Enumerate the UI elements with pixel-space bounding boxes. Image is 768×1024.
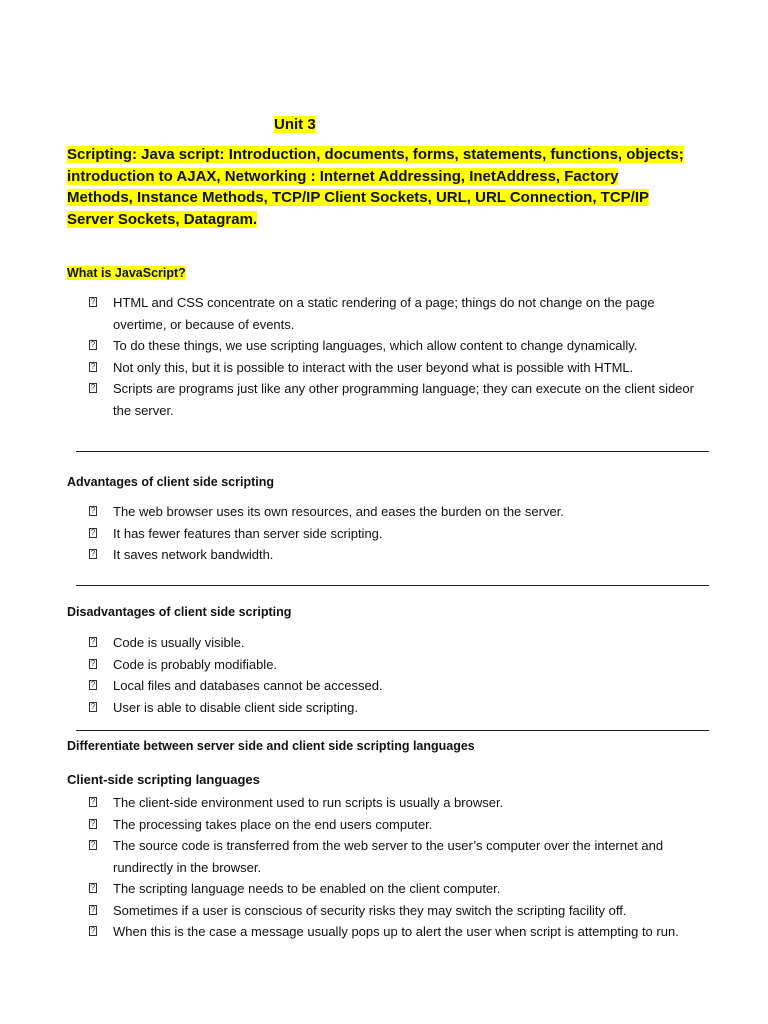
list-item [89,697,699,719]
section-heading-text: Differentiate between server side and client side scripting languages [67,739,475,753]
section-heading-text: Disadvantages of client side scripting [67,605,292,619]
list-item [89,335,699,357]
missing-glyph-bullet-icon: ? [90,818,96,828]
list-item [89,675,699,697]
list-item-text: It has fewer features than server side scripting. [113,525,383,541]
section-heading-text: Client-side scripting languages [67,772,260,787]
list-item [89,654,699,676]
syllabus-line: introduction to AJAX, Networking : Internet Addressing, InetAddress, Factory [67,167,619,185]
list-item [89,292,699,335]
unit-title [274,115,316,135]
list-item-text: User is able to disable client side scripting. [113,699,358,715]
missing-glyph-bullet-icon: ? [90,506,96,515]
section-heading-what-is-javascript [67,265,186,281]
section-heading-client-side [67,772,260,788]
list-item-text: To do these things, we use scripting languages, which allow content to change dynamically. [113,338,638,353]
list-item [89,544,699,566]
section-heading-differentiate [67,738,475,754]
list-item-text: The web browser uses its own resources, and eases the burden on the server. [113,504,564,519]
what-is-javascript-list [89,292,699,421]
list-item-text: When this is the case a message usually pops up to alert the user when script is attempting to run. [113,924,679,939]
list-item-text: Code is usually visible. [113,635,245,650]
list-item-text: HTML and CSS concentrate on a static rendering of a page; things do not change on the page overtime, or because of events. [113,295,655,332]
list-item-text: Sometimes if a user is conscious of security risks they may switch the scripting facility off. [113,902,627,918]
advantages-list [89,501,699,566]
missing-glyph-bullet-icon: ? [90,637,96,646]
list-item-text: The processing takes place on the end users computer. [113,816,433,832]
list-item-text: The source code is transferred from the web server to the user’s computer over the internet and rundirectly in the browser. [113,838,664,875]
missing-glyph-bullet-icon: ? [90,926,96,935]
list-item [89,632,699,654]
syllabus-line: Scripting: Java script: Introduction, documents, forms, statements, functions, objects; [67,146,684,163]
syllabus-line: Methods, Instance Methods, TCP/IP Client Sockets, URL, URL Connection, TCP/IP [67,189,650,206]
list-item [89,523,699,545]
disadvantages-list [89,632,699,718]
list-item-text: Scripts are programs just like any other programming language; they can execute on the client sideor the server. [113,381,694,418]
syllabus-line: Server Sockets, Datagram. [67,210,258,228]
missing-glyph-bullet-icon: ? [90,340,96,349]
list-item-text: The scripting language needs to be enabled on the client computer. [113,881,501,896]
list-item-text: Local files and databases cannot be accessed. [113,678,383,693]
list-item-text: The client-side environment used to run scripts is usually a browser. [113,795,504,810]
missing-glyph-bullet-icon: ? [90,361,96,371]
missing-glyph-bullet-icon: ? [90,297,96,306]
list-item [89,835,699,878]
missing-glyph-bullet-icon: ? [90,383,96,392]
list-item [89,357,699,379]
section-divider [76,730,709,731]
missing-glyph-bullet-icon: ? [90,680,96,689]
missing-glyph-bullet-icon: ? [90,527,96,537]
missing-glyph-bullet-icon: ? [90,658,96,668]
list-item [89,921,699,943]
section-divider [76,451,709,452]
section-heading-advantages [67,474,274,490]
missing-glyph-bullet-icon: ? [90,549,96,558]
list-item [89,501,699,523]
list-item-text: Code is probably modifiable. [113,656,278,672]
section-heading-text: Advantages of client side scripting [67,475,274,489]
missing-glyph-bullet-icon: ? [90,797,96,806]
list-item [89,878,699,900]
list-item-text: Not only this, but it is possible to interact with the user beyond what is possible with HTML. [113,359,634,375]
list-item [89,814,699,836]
section-heading-disadvantages [67,604,291,620]
missing-glyph-bullet-icon: ? [90,883,96,892]
syllabus-block [67,144,717,230]
list-item-text: It saves network bandwidth. [113,547,274,562]
section-heading-text: What is JavaScript? [67,266,186,280]
section-divider [76,585,709,586]
missing-glyph-bullet-icon: ? [90,904,96,914]
client-side-list [89,792,699,943]
unit-title-text: Unit 3 [274,116,316,133]
list-item [89,378,699,421]
missing-glyph-bullet-icon: ? [90,840,96,849]
missing-glyph-bullet-icon: ? [90,701,96,711]
list-item [89,792,699,814]
list-item [89,900,699,922]
